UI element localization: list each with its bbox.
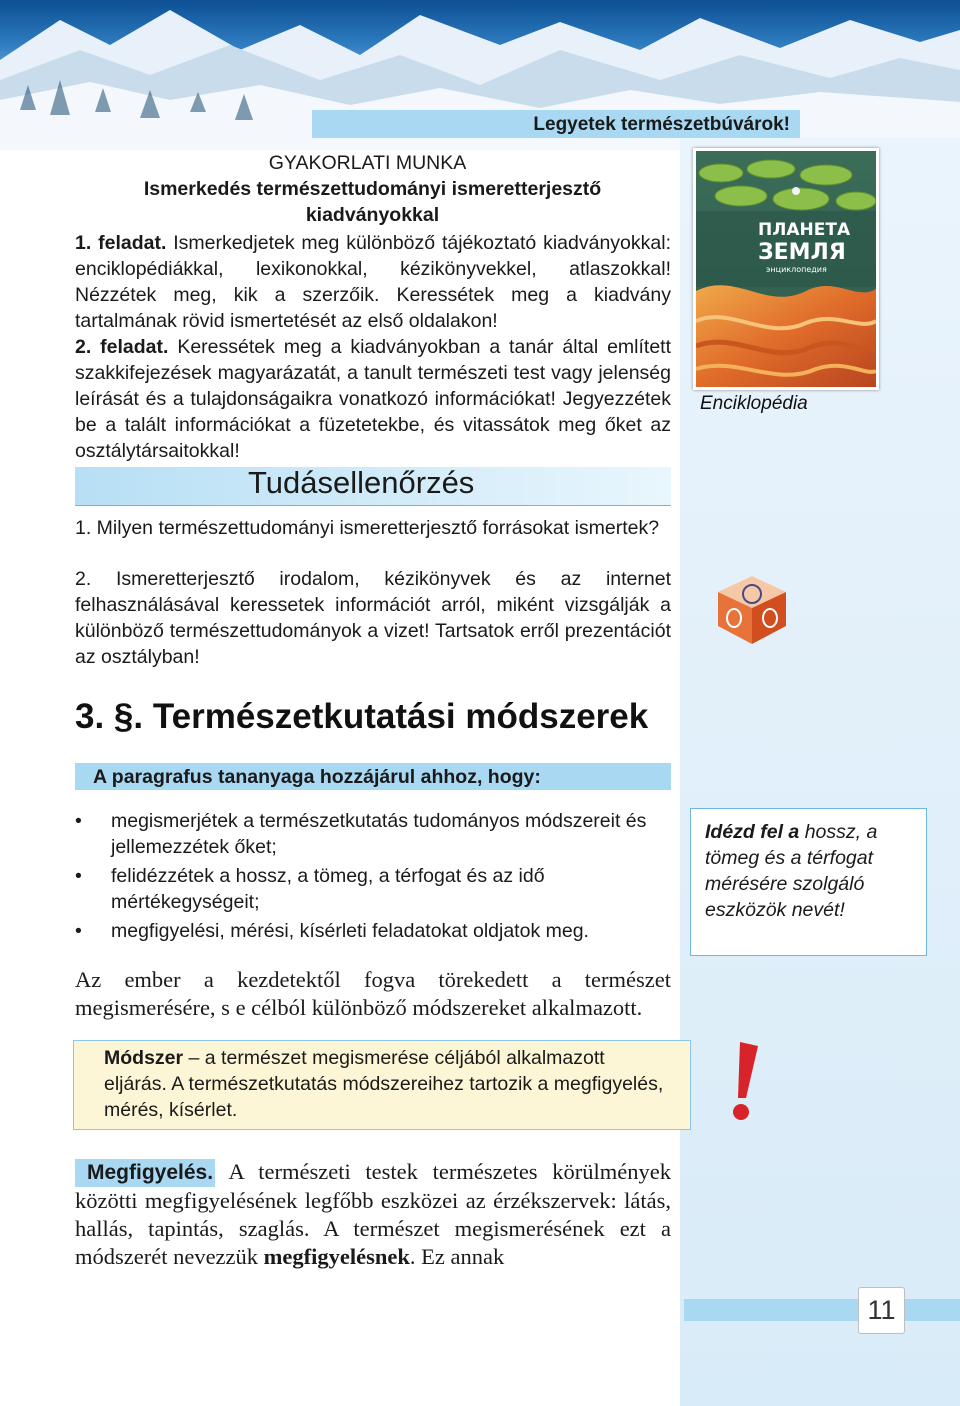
header-bar	[312, 110, 800, 138]
cover-title-line2: ЗЕМЛЯ	[758, 240, 846, 265]
task-1-label: 1. feladat.	[75, 232, 167, 254]
list-item: • megismerjétek a természetkutatás tudományos módszereit és jellemezzétek őket;	[75, 810, 647, 858]
bullet-icon: •	[75, 920, 82, 942]
practical-title: GYAKORLATI MUNKA	[268, 152, 467, 174]
task-2	[75, 334, 671, 464]
intro-paragraph: Az ember a kezdetektől fogva törekedett a természet megismerésére, s e célból különböző módszereket alkalmazott.	[75, 967, 671, 1020]
encyclopedia-caption: Enciklopédia	[700, 393, 808, 414]
task-1-text: Ismerkedjetek meg különböző tájékoztató kiadványokkal: enciklopédiákkal, lexikonokkal, kézikönyvekkel, atlaszokkal! Nézzétek meg, kik a szerzőik. Keressétek meg a kiadvány tartalmának rövid ismertetését az első oldalakon!	[75, 232, 671, 332]
task-2-label: 2. feladat.	[75, 336, 169, 358]
definition-text: Módszer – a természet megismerése céljából alkalmazott eljárás. A természetkutatás módszereihez tartozik a megfigyelés, mérés, kísérlet.	[104, 1047, 664, 1121]
list-item: • felidézzétek a hossz, a tömeg, a térfogat és az idő mértékegységeit;	[75, 865, 545, 913]
observation-label: Megfigyelés.	[75, 1159, 215, 1187]
practical-heading	[75, 150, 670, 228]
definition-term: Módszer	[104, 1047, 184, 1069]
bullet-icon: •	[75, 865, 82, 887]
task-1	[75, 230, 671, 334]
header-title: Legyetek természetbúvárok!	[533, 114, 790, 135]
chapter-title: 3. §. Természetkutatási módszerek	[75, 697, 649, 736]
goals-intro: A paragrafus tananyaga hozzájárul ahhoz, hogy:	[93, 766, 541, 788]
definition-box	[73, 1040, 691, 1130]
cube-icon	[712, 572, 792, 646]
check-question-1: 1. Milyen természettudományi ismeretterjesztő forrásokat ismertek?	[75, 517, 660, 539]
observation-paragraph: Megfigyelés. A természeti testek természetes körülmények közötti megfigyelésének legfőbb eszközei az érzékszervek: látás, hallás, tapintás, szaglás. A természet megismerésének ezt a módszerét nevezzük megfigyelésnek. Ez annak	[75, 1159, 671, 1269]
cover-title-line1: ПЛАНЕТА	[758, 220, 851, 240]
check-question-2: 2. Ismeretterjesztő irodalom, kézikönyvek és az internet felhasználásával keressetek információt arról, miként vizsgálják a különböző természettudományok a vizet! Tartsatok erről prezentációt az osztályban!	[75, 568, 671, 668]
encyclopedia-cover-image	[693, 148, 879, 390]
task-2-text: Keressétek meg a kiadványokban a tanár által említett szakkifejezések magyarázatát, a tanult természeti test vagy jelenség leírását és a tulajdonságaikra vonatkozó információkat! Jegyezzétek be a talált információkat a füzetetekbe, és vitassátok meg őket az osztálytársaitokkal!	[75, 336, 672, 462]
exclamation-icon	[718, 1040, 768, 1125]
list-item: • megfigyelési, mérési, kísérleti feladatokat oldjatok meg.	[75, 920, 589, 942]
page-number: 11	[858, 1287, 905, 1334]
recall-text: Idézd fel a hossz, a tömeg és a térfogat mérésére szolgáló eszközök nevét!	[705, 821, 878, 921]
cover-title-line3: энциклопедия	[766, 265, 827, 274]
footer-bar	[684, 1299, 960, 1321]
goals-list	[75, 808, 671, 947]
recall-box	[690, 808, 927, 956]
practical-subtitle: Ismerkedés természettudományi ismeretterjesztő kiadványokkal	[143, 178, 602, 226]
bullet-icon: •	[75, 810, 82, 832]
check-title: Tudásellenőrzés	[248, 465, 475, 500]
